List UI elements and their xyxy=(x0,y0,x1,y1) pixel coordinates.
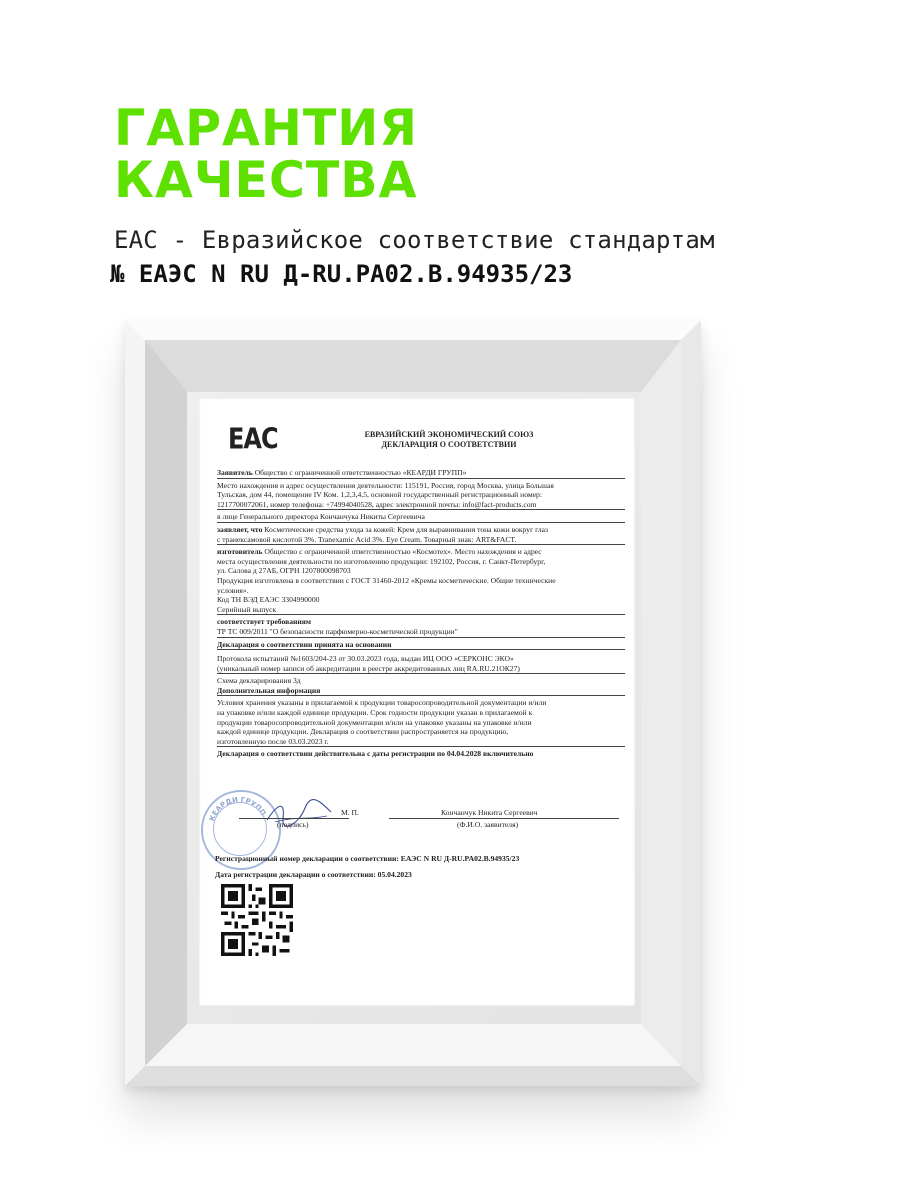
applicant-text: Общество с ограниченной ответственностью «КЕАРДИ ГРУПП» xyxy=(254,468,467,477)
document-header xyxy=(329,430,569,450)
document-body xyxy=(217,468,625,759)
produced-line-2: условия». xyxy=(217,585,249,595)
extra-line-1: Условия хранения указаны в прилагаемой к продукции товаросопроводительной документации и/или xyxy=(217,698,547,708)
heading-line-2: КАЧЕСТВА xyxy=(114,151,418,209)
applicant-line xyxy=(217,468,625,479)
manufacturer-label: изготовитель xyxy=(217,547,263,557)
extra-line-5: изготовленную после 03.03.2023 г. xyxy=(217,737,625,748)
subtitle: EAC - Евразийское соответствие стандартам xyxy=(114,226,715,254)
scheme-line: Схема декларирования 3д xyxy=(217,676,301,686)
manufacturer-text-1: Общество с ограниченной ответственностью «Космотех». Место нахождения и адрес xyxy=(264,547,542,557)
extra-line-4: каждой единице продукции. Декларация о соответствии распространяется на продукцию, xyxy=(217,727,509,737)
document-title: ДЕКЛАРАЦИЯ О СООТВЕТСТВИИ xyxy=(381,440,517,449)
page-heading xyxy=(114,99,418,209)
declares-label: заявляет, что xyxy=(217,524,263,534)
heading-line-1: ГАРАНТИЯ xyxy=(114,99,418,157)
signature-caption: (подпись) xyxy=(277,820,309,829)
serial-line: Серийный выпуск xyxy=(217,605,625,616)
manufacturer-line-2: места осуществления деятельности по изготовлению продукции: 192102, Россия, г. Санкт-Петербург, xyxy=(217,556,546,566)
eac-logo: ЕАС xyxy=(228,422,278,456)
extra-label xyxy=(217,686,625,697)
validity-line xyxy=(217,749,625,759)
basis-line-2: (уникальный номер записи об аккредитации в реестре аккредитованных лиц RA.RU.21ОК27) xyxy=(217,664,625,675)
extra-line-3: продукции товаросопроводительной документации и/или на упаковке указаны на упаковке и/или xyxy=(217,717,532,727)
validity-text: Декларация о соответствии действительна с даты регистрации по 04.04.2028 включительно xyxy=(217,749,534,759)
representative-line: в лице Генерального директора Кончанчука Никиты Сергеевича xyxy=(217,512,625,523)
extra-line-2: на упаковке и/или каждой единице продукции. Срок годности продукции указан в прилагаемой к xyxy=(217,708,533,718)
registration-date: Дата регистрации декларации о соответствии: 05.04.2023 xyxy=(215,870,412,879)
signer-name: Кончанчук Никита Сергеевич xyxy=(441,808,538,817)
manufacturer-line-3: ул. Салова д 27АБ, ОГРН 1207800098703 xyxy=(217,566,351,576)
declares-line-2: с транексамовой кислотой 3%. Tranexamic Acid 3%. Eye Cream. Товарный знак: ART&FACT. xyxy=(217,535,625,546)
produced-line-1: Продукция изготовлена в соответствии с ГОСТ 31460-2012 «Кремы косметические. Общие технические xyxy=(217,575,556,585)
stamp-place: М. П. xyxy=(341,808,359,817)
seal-text: КЕАРДИ ГРУПП xyxy=(208,795,268,823)
basis-label-text: Декларация о соответствии принята на основании xyxy=(217,639,392,649)
declares-line-1 xyxy=(217,525,625,535)
qr-code xyxy=(221,884,293,956)
complies-label-text: соответствует требованиям xyxy=(217,617,312,627)
extra-label-text: Дополнительная информация xyxy=(217,685,321,695)
address-line-2: Тульская, дом 44, помещение IV Ком. 1,2,3,4,5, основной государственный регистрационный номер: xyxy=(217,490,542,500)
tn-code: Код ТН ВЭД ЕАЭС 3304990000 xyxy=(217,595,320,605)
signature-row xyxy=(239,806,619,832)
declares-text-1: Косметические средства ухода за кожей: Крем для выравнивания тона кожи вокруг глаз xyxy=(264,524,548,534)
address-line-1: Место нахождения и адрес осуществления деятельности: 115191, Россия, город Москва, улица Большая xyxy=(217,480,554,490)
declaration-document xyxy=(199,398,635,1006)
manufacturer-line-1 xyxy=(217,547,625,557)
complies-label xyxy=(217,617,625,627)
signer-caption: (Ф.И.О. заявителя) xyxy=(457,820,519,829)
basis-line-1: Протокола испытаний №1603/204-23 от 30.03.2023 года, выдан ИЦ ООО «СЕРКОНС ЭКО» xyxy=(217,654,514,664)
union-title: ЕВРАЗИЙСКИЙ ЭКОНОМИЧЕСКИЙ СОЮЗ xyxy=(364,430,534,439)
tr-ts-line: ТР ТС 009/2011 "О безопасности парфюмерно-косметической продукции" xyxy=(217,627,625,638)
address-line-3: 1217700072061, номер телефона: +74994040528, адрес электронной почты: info@fact-products.com xyxy=(217,500,625,511)
declaration-number: № ЕАЭС N RU Д-RU.PA02.B.94935/23 xyxy=(110,260,573,288)
applicant-label: Заявитель xyxy=(217,468,253,477)
basis-label xyxy=(217,640,625,651)
registration-number: Регистрационный номер декларации о соответствии: ЕАЭС N RU Д-RU.PA02.B.94935/23 xyxy=(215,854,520,863)
